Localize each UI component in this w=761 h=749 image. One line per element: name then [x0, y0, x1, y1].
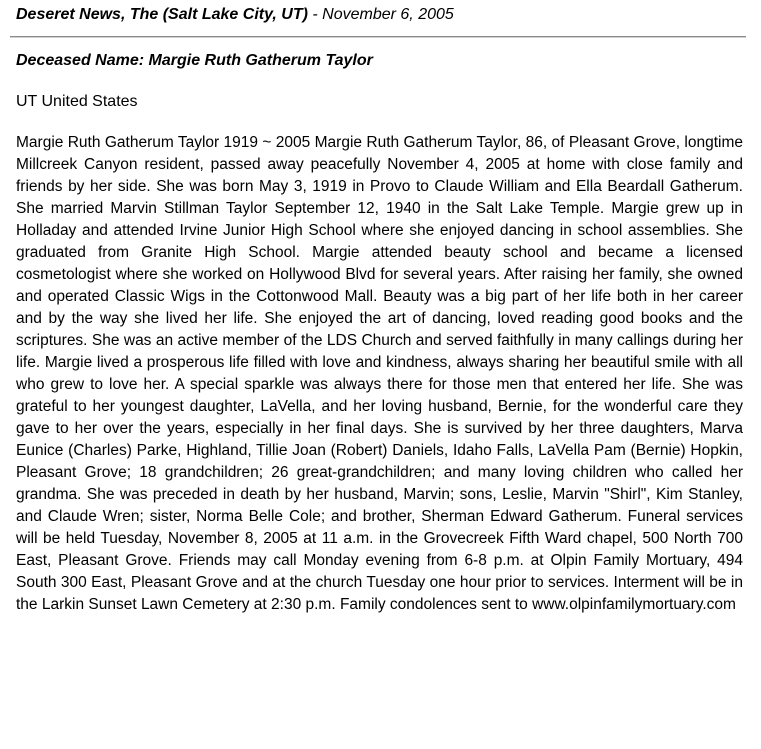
deceased-label: Deceased Name: — [16, 52, 145, 69]
publication-name: Deseret News, The (Salt Lake City, UT) — [16, 6, 308, 23]
deceased-name: Margie Ruth Gatherum Taylor — [148, 52, 373, 69]
obituary-text: Margie Ruth Gatherum Taylor 1919 ~ 2005 Margie Ruth Gatherum Taylor, 86, of Pleasant Grove, longtime Millcreek Canyon resident, passed away peacefully November 4, 2005 at home with close family and friends by her side. She was born May 3, 1919 in Provo to Claude William and Ella Beardall Gatherum. She married Marvin Stillman Taylor September 12, 1940 in the Salt Lake Temple. Margie grew up in Holladay and attended Irvine Junior High School where she enjoyed dancing in school assemblies. She graduated from Granite High School. Margie attended beauty school and became a licensed cosmetologist where she worked on Hollywood Blvd for several years. After raising her family, she owned and operated Classic Wigs in the Cottonwood Mall. Beauty was a big part of her life both in her career and by the way she lived her life. She enjoyed the art of dancing, loved reading good books and the scriptures. She was an active member of the LDS Church and served faithfully in many callings during her life. Margie lived a prosperous life filled with love and kindness, always sharing her beautiful smile with all who grew to love her. A special sparkle was always there for those men that entered her life. She was grateful to her youngest daughter, LaVella, and her loving husband, Bernie, for the wonderful care they gave to her over the years, especially in her final days. She is survived by her three daughters, Marva Eunice (Charles) Parke, Highland, Tillie Joan (Robert) Daniels, Idaho Falls, LaVella Pam (Bernie) Hopkin, Pleasant Grove; 18 grandchildren; 26 great-grandchildren; and many loving children who called her grandma. She was preceded in death by her husband, Marvin; sons, Leslie, Marvin "Shirl", Kim Stanley, and Claude Wren; sister, Norma Belle Cole; and brother, Sherman Edward Gatherum. Funeral services will be held Tuesday, November 8, 2005 at 11 a.m. in the Grovecreek Fifth Ward chapel, 500 North 700 East, Pleasant Grove. Friends may call Monday evening from 6-8 p.m. at Olpin Family Mortuary, 494 South 300 East, Pleasant Grove and at the church Tuesday one hour prior to services. Interment will be in the Larkin Sunset Lawn Cemetery at 2:30 p.m. Family condolences sent to www.olpinfamilymortuary.com — [16, 134, 743, 613]
masthead — [16, 5, 454, 25]
deceased-heading — [16, 51, 373, 71]
location-line: UT United States — [16, 93, 138, 110]
header-divider — [10, 36, 746, 38]
publication-date: November 6, 2005 — [322, 6, 454, 23]
masthead-separator: - — [307, 6, 323, 23]
